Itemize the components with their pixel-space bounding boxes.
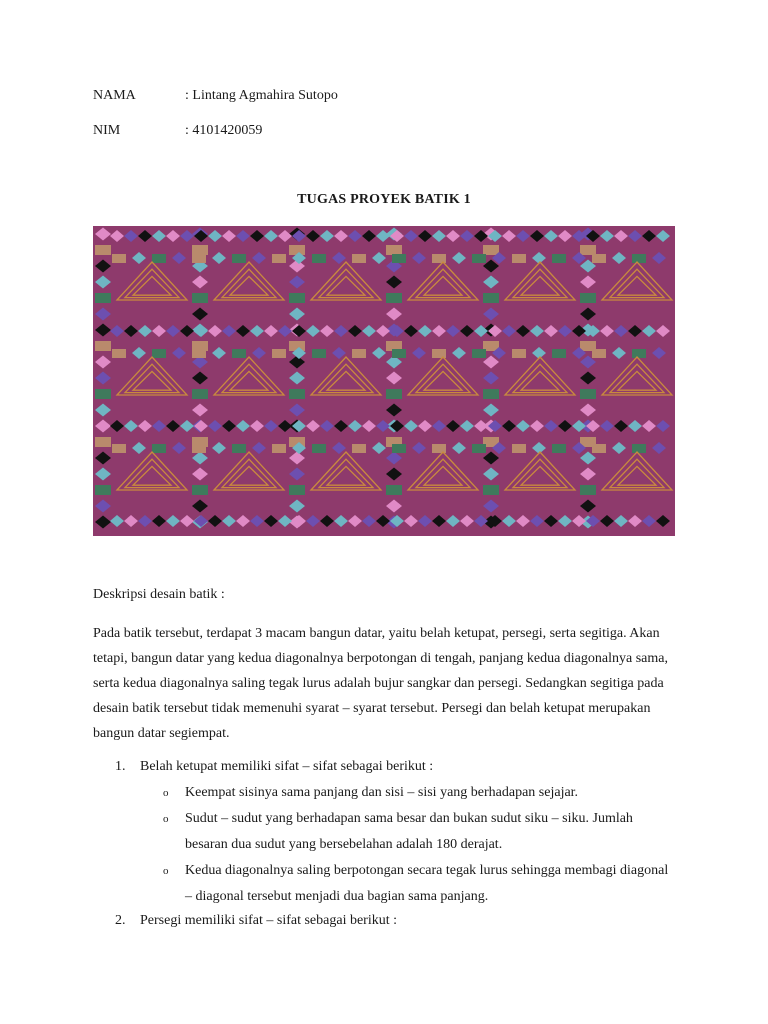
square-motif <box>512 254 526 263</box>
list-item-2-text: Persegi memiliki sifat – sifat sebagai berikut : <box>140 913 397 928</box>
nim-value: : 4101420059 <box>185 123 263 138</box>
square-motif <box>95 341 111 351</box>
square-motif <box>152 254 166 263</box>
square-motif <box>289 293 305 303</box>
bullet-1-text: Keempat sisinya sama panjang dan sisi – sisi yang berhadapan sejajar. <box>185 785 579 800</box>
square-motif <box>386 293 402 303</box>
square-motif <box>95 389 111 399</box>
square-motif <box>432 349 446 358</box>
square-motif <box>580 485 596 495</box>
nama-value: : Lintang Agmahira Sutopo <box>185 88 338 103</box>
square-motif <box>580 293 596 303</box>
nim-row <box>93 123 262 139</box>
square-motif <box>386 245 402 255</box>
square-motif <box>392 254 406 263</box>
square-motif <box>95 485 111 495</box>
square-motif <box>192 444 206 453</box>
square-motif <box>232 444 246 453</box>
square-motif <box>580 245 596 255</box>
square-motif <box>152 349 166 358</box>
square-motif <box>192 485 208 495</box>
list-item-1-number: 1. <box>115 759 126 774</box>
square-motif <box>272 444 286 453</box>
list-item-2-number: 2. <box>115 913 126 928</box>
list-item-1-text: Belah ketupat memiliki sifat – sifat sebagai berikut : <box>140 759 434 774</box>
square-motif <box>95 293 111 303</box>
bullet-2-text: Sudut – sudut yang berhadapan sama besar dan bukan sudut siku – siku. Jumlah besaran dua sudut yang bersebelahan adalah 180 derajat. <box>185 811 633 852</box>
square-motif <box>232 254 246 263</box>
square-motif <box>552 349 566 358</box>
bullet-3-text: Kedua diagonalnya saling berpotongan secara tegak lurus sehingga membagi diagonal – diagonal tersebut menjadi dua bagian sama panjang. <box>185 863 669 904</box>
square-motif <box>483 389 499 399</box>
square-motif <box>112 444 126 453</box>
square-motif <box>289 485 305 495</box>
square-motif <box>592 444 606 453</box>
square-motif <box>392 444 406 453</box>
square-motif <box>352 254 366 263</box>
square-motif <box>272 349 286 358</box>
nama-label: NAMA <box>93 88 136 103</box>
bullet-2-marker: o <box>163 813 169 825</box>
square-motif <box>472 349 486 358</box>
square-motif <box>472 254 486 263</box>
square-motif <box>580 389 596 399</box>
bullet-3-marker: o <box>163 865 169 877</box>
square-motif <box>386 485 402 495</box>
square-motif <box>112 254 126 263</box>
square-motif <box>289 389 305 399</box>
square-motif <box>152 444 166 453</box>
nama-row <box>93 88 338 104</box>
batik-pattern-image <box>93 226 675 536</box>
square-motif <box>432 444 446 453</box>
square-motif <box>232 349 246 358</box>
square-motif <box>112 349 126 358</box>
square-motif <box>632 349 646 358</box>
square-motif <box>95 437 111 447</box>
square-motif <box>386 389 402 399</box>
bullet-1-marker: o <box>163 787 169 799</box>
square-motif <box>592 349 606 358</box>
square-motif <box>289 245 305 255</box>
square-motif <box>483 485 499 495</box>
square-motif <box>272 254 286 263</box>
square-motif <box>552 254 566 263</box>
square-motif <box>352 349 366 358</box>
document-title: TUGAS PROYEK BATIK 1 <box>297 192 471 207</box>
square-motif <box>483 245 499 255</box>
square-motif <box>483 293 499 303</box>
square-motif <box>512 444 526 453</box>
square-motif <box>192 293 208 303</box>
square-motif <box>632 444 646 453</box>
square-motif <box>392 349 406 358</box>
square-motif <box>352 444 366 453</box>
square-motif <box>192 389 208 399</box>
square-motif <box>192 349 206 358</box>
square-motif <box>552 444 566 453</box>
square-motif <box>312 349 326 358</box>
square-motif <box>632 254 646 263</box>
square-motif <box>312 254 326 263</box>
nim-label: NIM <box>93 123 121 138</box>
square-motif <box>95 245 111 255</box>
description-heading: Deskripsi desain batik : <box>93 587 225 602</box>
square-motif <box>512 349 526 358</box>
square-motif <box>472 444 486 453</box>
square-motif <box>432 254 446 263</box>
description-paragraph: Pada batik tersebut, terdapat 3 macam bangun datar, yaitu belah ketupat, persegi, serta segitiga. Akan tetapi, bangun datar yang kedua diagonalnya berpotongan di tengah, panjang kedua diagonalnya sama, serta kedua diagonalnya saling tegak lurus adalah bujur sangkar dan persegi. Sedangkan segitiga pada desain batik tersebut tidak memenuhi syarat – syarat tersebut. Persegi dan belah ketupat merupakan bangun datar segiempat. <box>93 626 668 741</box>
square-motif <box>192 245 208 255</box>
square-motif <box>592 254 606 263</box>
square-motif <box>192 254 206 263</box>
square-motif <box>312 444 326 453</box>
